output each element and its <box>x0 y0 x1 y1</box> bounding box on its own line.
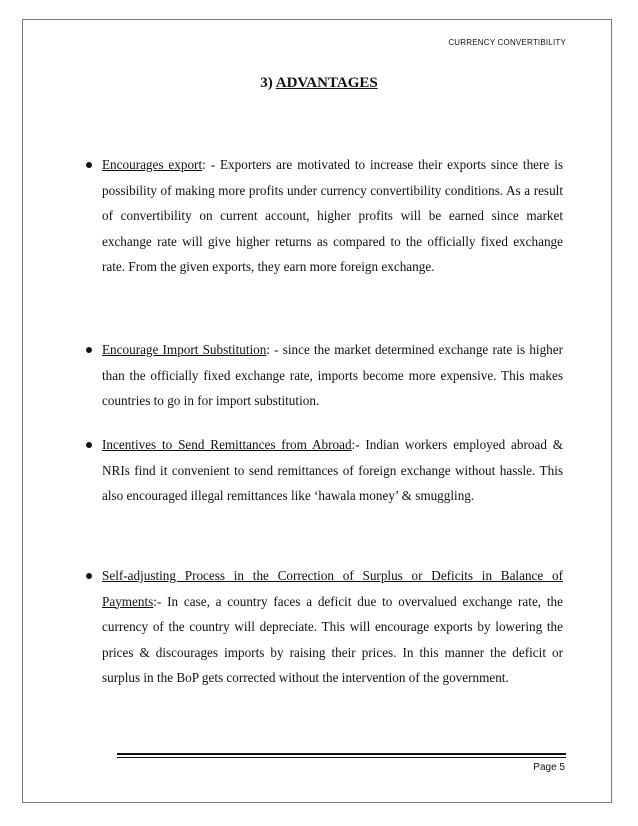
footer-rule <box>117 753 566 758</box>
advantage-term: Encourage Import Substitution <box>102 342 267 357</box>
advantage-text: :- In case, a country faces a deficit due to overvalued exchange rate, the currency of the country will depreciate. This will encourage exports by lowering the prices & discourages imports by raising their prices. In this manner the deficit or surplus in the BoP gets corrected without the intervention of the government. <box>102 593 563 685</box>
running-header: CURRENCY CONVERTIBILITY <box>448 38 566 47</box>
advantage-term: Self-adjusting Process in the Correction of Surplus or Deficits in Balance of Payments <box>102 568 563 609</box>
advantage-item-bop-correction <box>102 563 563 691</box>
advantage-text: : - since the market determined exchange rate is higher than the officially fixed exchange rate, imports become more expensive. This makes countries to go in for import substitution. <box>102 342 564 408</box>
bullet-icon <box>86 347 92 353</box>
section-number: 3) <box>260 75 273 91</box>
section-title <box>0 75 638 92</box>
bullet-icon <box>86 442 92 448</box>
advantage-text: : - Exporters are motivated to increase their exports since there is possibility of making more profits under currency convertibility conditions. As a result of convertibility on current account, higher profits will be earned since market exchange rate will give higher returns as compared to the officially fixed exchange rate. From the given exports, they earn more foreign exchange. <box>102 157 563 274</box>
advantage-item-remittances <box>102 432 563 509</box>
bullet-icon <box>86 573 92 579</box>
advantage-term: Encourages export <box>102 157 203 172</box>
bullet-icon <box>86 162 92 168</box>
advantage-text: :- Indian workers employed abroad & NRIs find it convenient to send remittances of foreign exchange without hassle. This also encouraged illegal remittances like ‘hawala money’ & smuggling. <box>102 437 563 503</box>
advantage-item-export <box>102 152 563 280</box>
section-heading: ADVANTAGES <box>275 75 378 91</box>
advantage-item-import-substitution <box>102 337 563 414</box>
advantage-term: Incentives to Send Remittances from Abroad <box>102 437 352 452</box>
page-number: Page 5 <box>533 762 565 773</box>
